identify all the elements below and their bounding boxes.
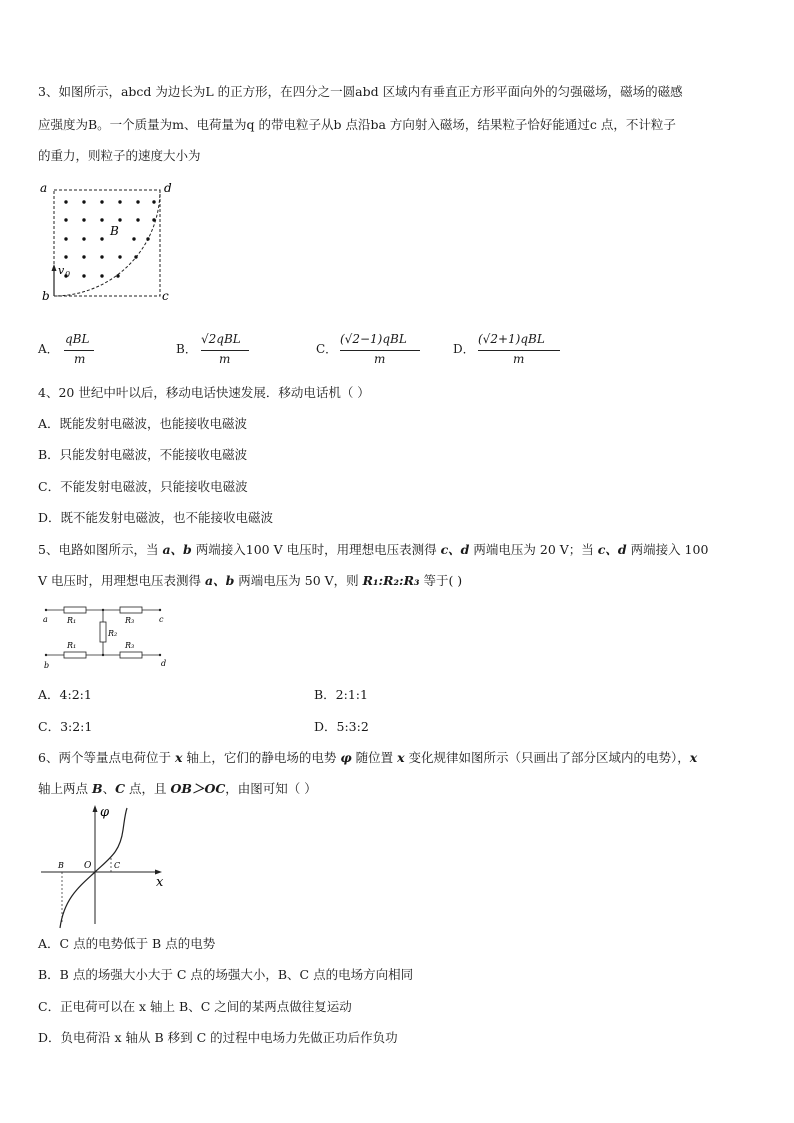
q3-magnetic-field-figure (36, 180, 186, 305)
q3-option-a-denominator: m (74, 352, 86, 366)
q5-label-r1-top: R₁ (67, 616, 77, 625)
q5-label-c: c (159, 615, 164, 624)
q6-label-b: B (58, 861, 64, 870)
q3-option-b-denominator: m (219, 352, 231, 366)
q6-text: 变化规律如图所示（只画出了部分区域内的电势）， (404, 750, 690, 765)
q3-label-v: v (58, 264, 65, 277)
q6-potential-graph (38, 802, 168, 930)
q5-option-c[interactable]: C．3:2:1 (38, 719, 93, 734)
q5-circuit-figure (40, 600, 175, 672)
q5-text: 两端电压为 20 V；当 (469, 542, 598, 557)
q3-label-a: a (40, 181, 48, 195)
q5-terminals-ab: a、b (204, 573, 235, 588)
q5-label-r3-bottom: R₃ (125, 641, 135, 650)
q3-option-c[interactable] (316, 332, 436, 372)
q4-option-c[interactable]: C．不能发射电磁波，只能接收电磁波 (38, 479, 248, 494)
q3-stem-line1: 3、如图所示，abcd 为边长为L 的正方形，在四分之一圆abd 区域内有垂直正方形平面向外的匀强磁场，磁场的磁感 (38, 84, 683, 99)
q5-text: 两端接入100 V 电压时，用理想电压表测得 (191, 542, 441, 557)
q3-option-d-numerator: (√2+1)qBL (478, 332, 545, 346)
q6-point-b: B (91, 781, 103, 796)
q5-text: 两端电压为 50 V，则 (234, 573, 363, 588)
q5-label-a: a (43, 615, 48, 624)
q6-label-o: O (84, 861, 92, 871)
q5-text: 等于( ) (419, 573, 463, 588)
q6-text: 轴上，它们的静电场的电势 (182, 750, 341, 765)
q6-x: x (689, 750, 698, 765)
q6-label-c: C (114, 861, 121, 870)
q6-text: 轴上两点 (38, 781, 92, 796)
q3-option-a-fraction-bar (64, 350, 94, 351)
q4-option-b[interactable]: B．只能发射电磁波，不能接收电磁波 (38, 447, 248, 462)
q6-option-d[interactable]: D．负电荷沿 x 轴从 B 移到 C 的过程中电场力先做正功后作负功 (38, 1030, 398, 1045)
q3-option-c-label: C． (316, 342, 338, 356)
q4-option-d[interactable]: D．既不能发射电磁波，也不能接收电磁波 (38, 510, 274, 525)
q3-label-d: d (164, 181, 172, 195)
q6-label-x: x (156, 875, 164, 890)
q6-x: x (174, 750, 183, 765)
q3-stem-line3: 的重力，则粒子的速度大小为 (38, 148, 201, 163)
q6-text: 点，且 (125, 781, 171, 796)
q6-label-phi: φ (100, 805, 110, 820)
q3-option-b-fraction-bar (201, 350, 249, 351)
q6-phi: φ (340, 750, 352, 765)
q6-inequality: OB＞OC (170, 781, 226, 796)
q5-stem-line1 (38, 542, 708, 558)
q3-option-a-numerator: qBL (65, 332, 90, 346)
q5-label-r3-top: R₃ (125, 616, 135, 625)
q3-option-b-numerator: √2qBL (201, 332, 241, 346)
q5-terminals-cd: c、d (597, 542, 627, 557)
q3-field-dots (64, 200, 155, 277)
q6-text: 6、两个等量点电荷位于 (38, 750, 175, 765)
q3-label-v-sub: 0 (65, 270, 71, 279)
q5-resistor-ratio: R₁:R₂:R₃ (362, 573, 420, 588)
q3-option-d-denominator: m (513, 352, 525, 366)
q5-stem-line2 (38, 573, 462, 589)
q4-option-a[interactable]: A．既能发射电磁波，也能接收电磁波 (38, 416, 248, 431)
q6-x: x (397, 750, 405, 765)
q3-option-c-denominator: m (374, 352, 386, 366)
q5-option-b[interactable]: B．2:1:1 (314, 687, 368, 702)
q3-label-B: B (110, 224, 119, 238)
q5-label-r1-bottom: R₁ (67, 641, 77, 650)
q3-option-d-label: D． (453, 342, 475, 356)
q6-text: ，由图可知（ ） (225, 781, 317, 796)
q6-point-c: C (115, 781, 126, 796)
q3-option-a[interactable] (38, 332, 148, 372)
q6-option-c[interactable]: C．正电荷可以在 x 轴上 B、C 之间的某两点做往复运动 (38, 999, 352, 1014)
q3-label-c: c (162, 289, 169, 303)
q3-option-d[interactable] (453, 332, 573, 372)
q3-option-b[interactable] (176, 332, 286, 372)
q6-text: 、 (102, 781, 116, 796)
q3-option-a-label: A． (38, 342, 59, 356)
q5-label-r2: R₂ (108, 629, 118, 638)
q5-option-d[interactable]: D．5:3:2 (314, 719, 369, 734)
q3-stem-line2: 应强度为B。一个质量为m、电荷量为q 的带电粒子从b 点沿ba 方向射入磁场，结果粒子恰好能通过c 点，不计粒子 (38, 117, 676, 132)
q3-option-b-label: B． (176, 342, 197, 356)
q4-stem: 4、20 世纪中叶以后，移动电话快速发展．移动电话机（ ） (38, 385, 370, 400)
q5-text: V 电压时，用理想电压表测得 (38, 573, 205, 588)
q6-text: 随位置 (351, 750, 398, 765)
q6-option-b[interactable]: B．B 点的场强大小大于 C 点的场强大小，B、C 点的电场方向相同 (38, 967, 414, 982)
q3-option-c-numerator: (√2−1)qBL (340, 332, 407, 346)
q5-text: 5、电路如图所示，当 (38, 542, 163, 557)
q5-terminals-cd: c、d (440, 542, 470, 557)
q3-label-b: b (42, 289, 50, 303)
q5-text: 两端接入 100 (626, 542, 709, 557)
q6-stem-line1 (38, 750, 697, 766)
q6-option-a[interactable]: A．C 点的电势低于 B 点的电势 (38, 936, 216, 951)
q5-terminals-ab: a、b (162, 542, 192, 557)
q5-label-b: b (44, 661, 50, 670)
q3-option-c-fraction-bar (340, 350, 420, 351)
q3-option-d-fraction-bar (478, 350, 560, 351)
q5-label-d: d (161, 659, 167, 668)
q6-stem-line2 (38, 781, 317, 797)
q5-option-a[interactable]: A．4:2:1 (38, 687, 92, 702)
